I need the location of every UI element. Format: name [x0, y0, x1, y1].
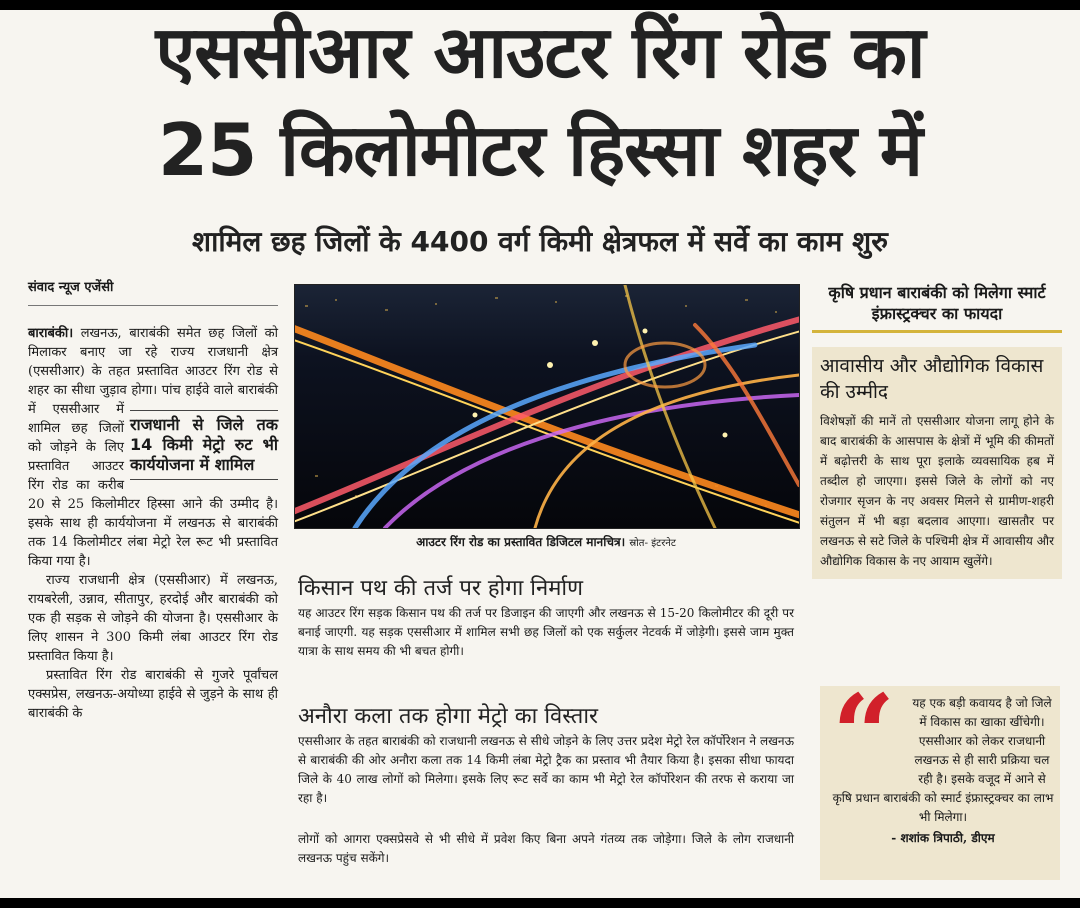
- article-paragraph-3: प्रस्तावित रिंग रोड बाराबंकी से गुजरे पूर्वांचल एक्सप्रेस, लखनऊ-अयोध्या हाईवे से जुड़ने के साथ ही बाराबंकी के: [28, 668, 278, 721]
- article-paragraph-1: [28, 324, 278, 571]
- sidebar-title: कृषि प्रधान बाराबंकी को मिलेगा स्मार्ट इंफ्रास्ट्रक्चर का फायदा: [828, 283, 1046, 323]
- quote-text: यह एक बड़ी कवायद है जो जिले में विकास का खाका खींचेगी। एससीआर को लेकर राजधानी लखनऊ से ही सारी प्रक्रिया चल रही है। इसके वजूद में आने से कृषि प्रधान बाराबंकी को स्मार्ट इंफ्रास्ट्रक्चर का लाभ भी मिलेगा।: [832, 696, 1054, 824]
- top-border: [0, 0, 1080, 10]
- headline-line-1: एससीआर आउटर रिंग रोड का: [155, 10, 925, 94]
- quote-author: - शशांक त्रिपाठी, डीएम: [891, 831, 995, 845]
- article-paragraph-2: राज्य राजधानी क्षेत्र (एससीआर) में लखनऊ, रायबरेली, उन्नाव, सीतापुर, हरदोई और बाराबंकी को एक ही सड़क से जोड़ने की योजना है। एससीआर के लिए शासन ने 300 किमी लंबा आउटर रिंग रोड प्रस्तावित किया है।: [28, 573, 278, 664]
- photo-illustration: [295, 285, 799, 528]
- continuation-text: लोगों को आगरा एक्सप्रेसवे से भी सीधे में प्रवेश किए बिना अपने गंतव्य तक जोड़ेगा। जिले के लोग राजधानी लखनऊ पहुंच सकेंगे।: [298, 832, 794, 865]
- quote-mark-icon: “: [832, 670, 896, 799]
- sidebar-box: [812, 347, 1062, 579]
- subheadline: शामिल छह जिलों के 4400 वर्ग किमी क्षेत्रफल में सर्वे का काम शुरु: [192, 225, 888, 258]
- left-column: [28, 278, 278, 723]
- sidebar-heading: आवासीय और औद्योगिक विकास की उम्मीद: [820, 355, 1044, 403]
- headline-line-2: 25 किलोमीटर हिस्सा शहर में: [158, 108, 922, 192]
- section-text-kisan-path: यह आउटर रिंग सड़क किसान पथ की तर्ज पर डिजाइन की जाएगी और लखनऊ से 15-20 किलोमीटर की दूरी पर बनाई जाएगी. यह सड़क एससीआर में शामिल सभी छह जिलों को एक सर्कुलर नेटवर्क में जोड़ेगी। इससे जाम मुक्त यात्रा के साथ समय की भी बचत होगी।: [298, 606, 794, 658]
- article-intro-continued: बाराबंकी में एससीआर में शामिल छह जिलों को जोड़ने के लिए प्रस्तावित आउटर रिंग रोड का करीब 20 से 25 किलोमीटर हिस्सा आने की उम्मीद है। इसके साथ ही कार्ययोजना में लखनऊ से बाराबंकी तक 14 किलोमीटर लंबा मेट्रो रेल रूट भी प्रस्तावित किया गया है।: [28, 383, 278, 569]
- bottom-border: [0, 898, 1080, 908]
- pull-quote: राजधानी से जिले तक 14 किमी मेट्रो रुट भी कार्ययोजना में शामिल: [130, 410, 278, 480]
- dateline: बाराबंकी।: [28, 326, 74, 341]
- byline: संवाद न्यूज एजेंसी: [28, 280, 114, 295]
- caption-source: स्रोत- इंटरनेट: [629, 538, 676, 549]
- photo-caption: [294, 533, 798, 550]
- caption-text: आउटर रिंग रोड का प्रस्तावित डिजिटल मानचित्र।: [416, 535, 626, 549]
- sidebar-text: विशेषज्ञों की मानें तो एससीआर योजना लागू होने के बाद बाराबंकी के आसपास के क्षेत्रों में भूमि की कीमतों में बढ़ोत्तरी के साथ पूरा इलाके व्यवसायिक हब में तब्दील हो जाएगा। इससे जिले के लोगों को नए रोजगार सृजन के नए अवसर मिलने से ग्रामीण-शहरी संतुलन में भी बड़ा बदलाव आएगा। खासतौर पर लखनऊ से सटे जिले के पश्चिमी क्षेत्र में आवासीय और औद्योगिक विकास के नए आयाम खुलेंगे।: [820, 414, 1054, 568]
- quote-box: [820, 670, 1060, 880]
- sidebar-divider: [812, 330, 1062, 333]
- section-heading-kisan-path: किसान पथ की तर्ज पर होगा निर्माण: [298, 576, 583, 601]
- article-intro-text: लखनऊ, बाराबंकी समेत छह जिलों को मिलाकर बनाए जा रहे राज्य राजधानी क्षेत्र (एससीआर) के तहत प्रस्तावित आउटर रिंग रोड से शहर का सीधा जुड़ाव होगा। पांच हाईवे वाले: [28, 326, 278, 398]
- sidebar: [812, 282, 1062, 579]
- highway-interchange-night-image: [294, 284, 800, 529]
- section-text-metro: एससीआर के तहत बाराबंकी को राजधानी लखनऊ से सीधे जोड़ने के लिए उत्तर प्रदेश मेट्रो रेल कॉर्पोरेशन ने लखनऊ से बाराबंकी की ओर अनौरा कला तक 14 किमी लंबा मेट्रो ट्रैक का प्रस्ताव भी तैयार किया है। इसका सीधा फायदा जिले के 40 लाख लोगों को मिलेगा। इसके लिए रूट सर्वे का काम भी मेट्रो रेल कॉर्पोरेशन की तरफ से कराया जा रहा है।: [298, 734, 794, 805]
- byline-divider: [28, 305, 278, 306]
- section-heading-metro: अनौरा कला तक होगा मेट्रो का विस्तार: [298, 704, 599, 729]
